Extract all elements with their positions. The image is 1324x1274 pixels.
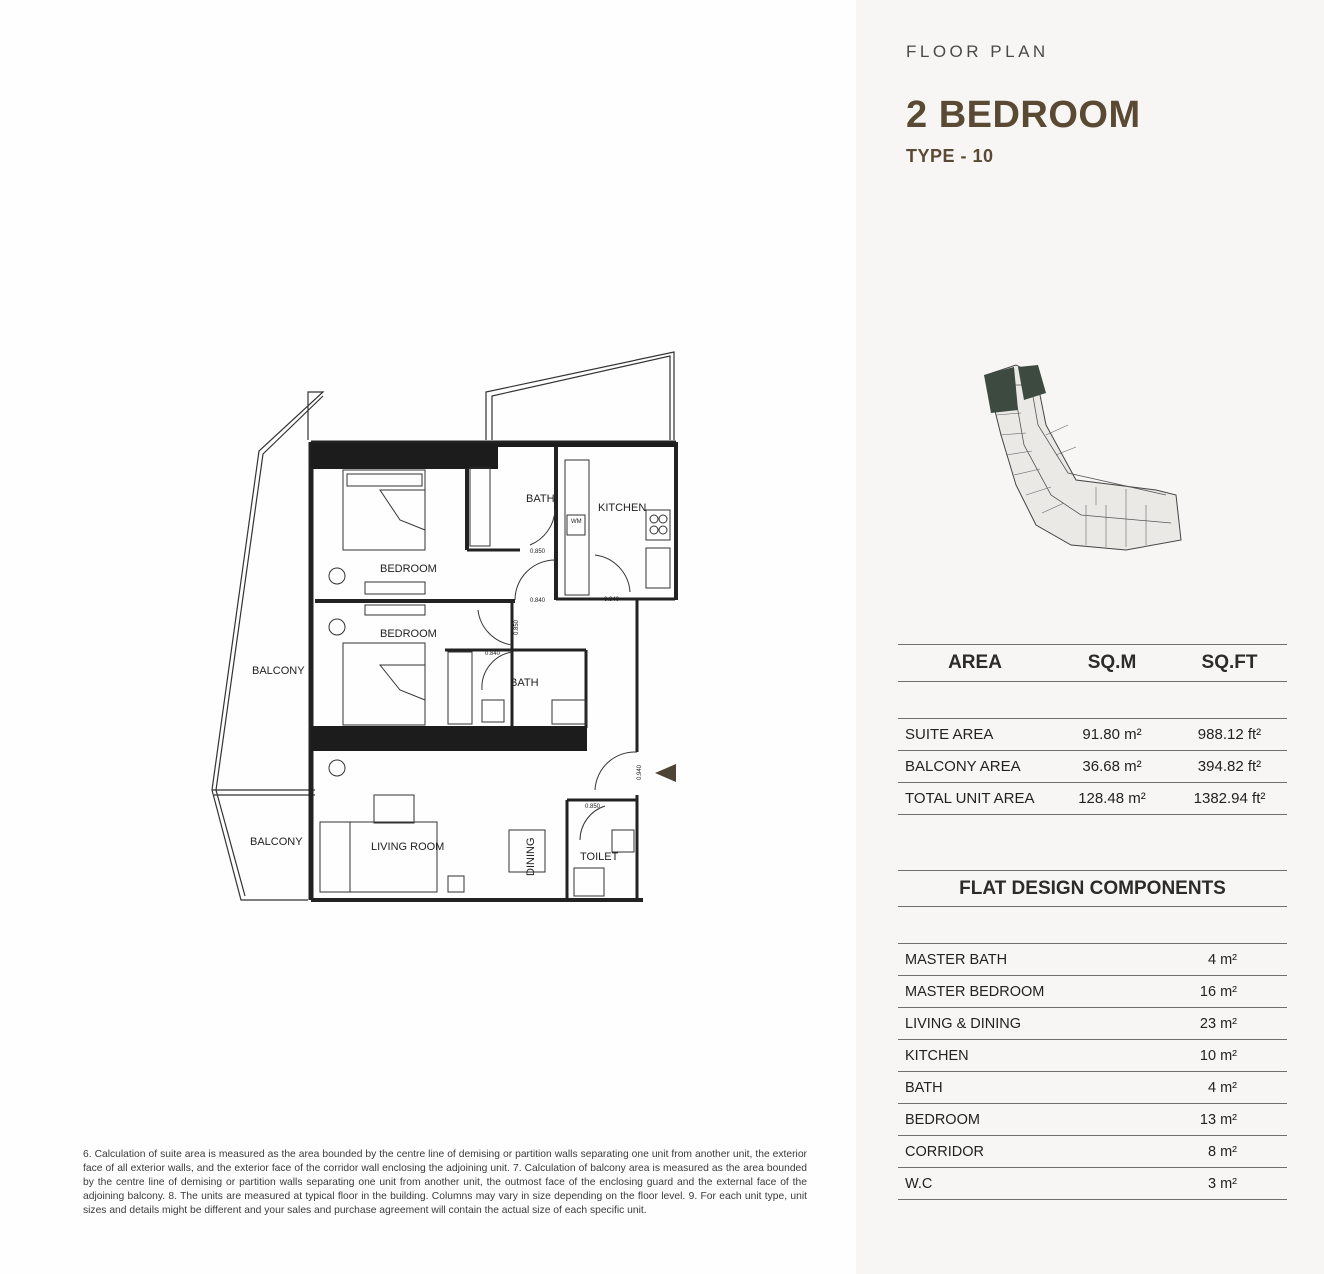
table-row bbox=[898, 783, 1287, 815]
dimension-label: 0.840 bbox=[485, 651, 501, 657]
wall-band-top bbox=[311, 443, 498, 469]
component-label: KITCHEN bbox=[898, 1040, 1142, 1072]
table-row bbox=[898, 751, 1287, 783]
component-value: 4 m² bbox=[1142, 944, 1287, 976]
components-title: FLAT DESIGN COMPONENTS bbox=[898, 871, 1287, 907]
room-label-bedroom-1: BEDROOM bbox=[380, 563, 437, 575]
area-header: AREA bbox=[898, 645, 1052, 682]
component-value: 13 m² bbox=[1142, 1104, 1287, 1136]
area-sqm: 128.48 m² bbox=[1052, 783, 1172, 815]
room-label-dining: DINING bbox=[525, 837, 537, 876]
dimension-label: 0.840 bbox=[530, 598, 546, 604]
component-value: 4 m² bbox=[1142, 1072, 1287, 1104]
dimension-label: 0.850 bbox=[585, 804, 601, 810]
wall-band-top-2 bbox=[498, 443, 675, 447]
balcony-outline bbox=[212, 352, 674, 900]
area-label: SUITE AREA bbox=[898, 719, 1052, 751]
area-sqft: 1382.94 ft² bbox=[1172, 783, 1287, 815]
unit-title: 2 BEDROOM bbox=[906, 94, 1141, 136]
components-table bbox=[898, 870, 1287, 1200]
component-value: 10 m² bbox=[1142, 1040, 1287, 1072]
component-value: 8 m² bbox=[1142, 1136, 1287, 1168]
info-panel bbox=[856, 0, 1324, 1274]
component-value: 3 m² bbox=[1142, 1168, 1287, 1200]
area-sqm: 91.80 m² bbox=[1052, 719, 1172, 751]
table-row bbox=[898, 944, 1287, 976]
entrance-arrow-icon bbox=[655, 764, 676, 782]
sqm-header: SQ.M bbox=[1052, 645, 1172, 682]
component-label: MASTER BATH bbox=[898, 944, 1142, 976]
area-table bbox=[898, 644, 1287, 815]
table-row bbox=[898, 1104, 1287, 1136]
sqft-header: SQ.FT bbox=[1172, 645, 1287, 682]
area-sqft: 988.12 ft² bbox=[1172, 719, 1287, 751]
table-row bbox=[898, 976, 1287, 1008]
component-label: CORRIDOR bbox=[898, 1136, 1142, 1168]
room-label-bedroom-2: BEDROOM bbox=[380, 628, 437, 640]
dimension-label: 0.940 bbox=[637, 764, 643, 780]
room-label-balcony-2: BALCONY bbox=[250, 836, 303, 848]
table-row bbox=[898, 1040, 1287, 1072]
area-label: TOTAL UNIT AREA bbox=[898, 783, 1052, 815]
table-row bbox=[898, 1168, 1287, 1200]
building-key-plan-icon bbox=[976, 355, 1186, 575]
furniture bbox=[320, 460, 670, 896]
unit-type: TYPE - 10 bbox=[906, 146, 994, 166]
component-label: BATH bbox=[898, 1072, 1142, 1104]
table-row bbox=[898, 719, 1287, 751]
room-label-kitchen: KITCHEN bbox=[598, 502, 647, 514]
table-row bbox=[898, 1136, 1287, 1168]
room-label-bath-1: BATH bbox=[526, 493, 555, 505]
floor-plan-kicker: FLOOR PLAN bbox=[906, 42, 1049, 61]
room-label-living-room: LIVING ROOM bbox=[371, 841, 445, 853]
component-label: MASTER BEDROOM bbox=[898, 976, 1142, 1008]
dimension-label: 0.850 bbox=[530, 549, 546, 555]
room-label-toilet: TOILET bbox=[580, 851, 619, 863]
wall-band-mid bbox=[311, 726, 587, 751]
component-label: LIVING & DINING bbox=[898, 1008, 1142, 1040]
component-label: BEDROOM bbox=[898, 1104, 1142, 1136]
disclaimer-text: 6. Calculation of suite area is measured as the area bounded by the centre line of demising or partition walls separating one unit from another unit, the exterior face of all exterior walls, and the exterior face of the corridor wall enclosing the adjoining unit. 7. Calculation of balcony area is measured as the area bounded by the centre line of demising or partition walls separating one unit from another unit, the outmost face of the enclosing guard and the external face of the adjoining balcony. 8. The units are measured at typical floor in the building. Columns may vary in size depending on the floor level. 9. For each unit type, unit sizes and details might be different and your sales and purchase agreement will contain the actual size of each specific unit. bbox=[83, 1149, 807, 1216]
dimension-label: 0.940 bbox=[604, 597, 620, 603]
area-sqft: 394.82 ft² bbox=[1172, 751, 1287, 783]
table-row bbox=[898, 1072, 1287, 1104]
component-value: 16 m² bbox=[1142, 976, 1287, 1008]
table-row bbox=[898, 1008, 1287, 1040]
interior-walls bbox=[315, 446, 675, 900]
dimension-label: 0.850 bbox=[514, 619, 520, 635]
room-label-bath-2: BATH bbox=[510, 677, 539, 689]
component-label: W.C bbox=[898, 1168, 1142, 1200]
area-sqm: 36.68 m² bbox=[1052, 751, 1172, 783]
room-label-wm: WM bbox=[571, 519, 582, 525]
area-label: BALCONY AREA bbox=[898, 751, 1052, 783]
component-value: 23 m² bbox=[1142, 1008, 1287, 1040]
room-label-balcony-1: BALCONY bbox=[252, 665, 305, 677]
